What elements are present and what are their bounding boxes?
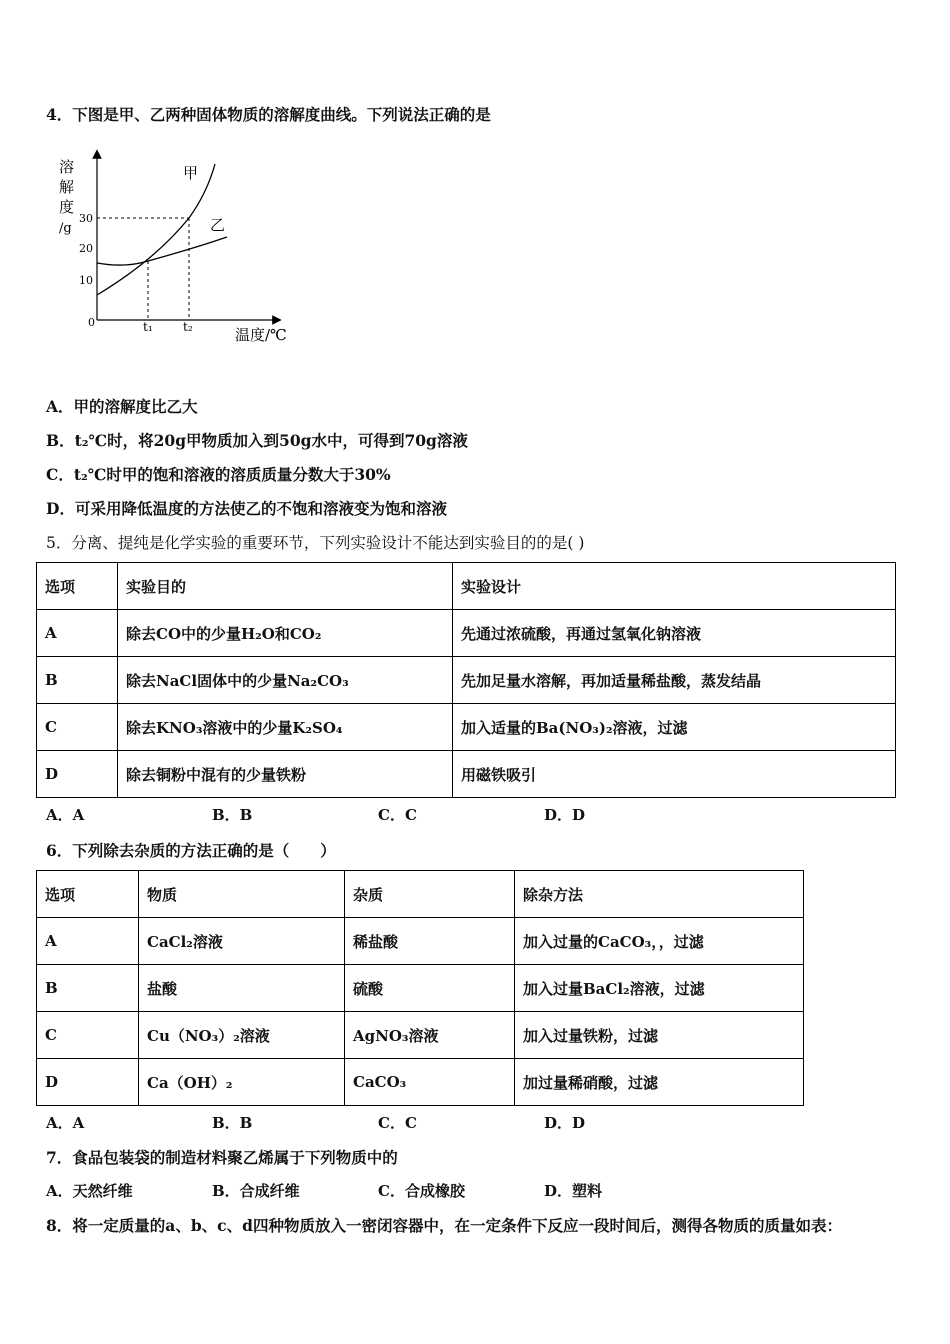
table-row bbox=[37, 1059, 804, 1106]
q7-answer-b: B．合成纤维 bbox=[212, 1182, 300, 1200]
q5-table bbox=[36, 562, 896, 798]
table-row bbox=[37, 704, 896, 751]
q5-answer-a: A．A bbox=[46, 806, 85, 824]
table-cell: 用磁铁吸引 bbox=[453, 751, 896, 798]
q4-option-a: A．甲的溶解度比乙大 bbox=[46, 397, 198, 416]
origin-label: 0 bbox=[88, 316, 95, 329]
table-cell: 加入过量铁粉，过滤 bbox=[515, 1012, 804, 1059]
table-cell: 除去KNO₃溶液中的少量K₂SO₄ bbox=[118, 704, 453, 751]
xlabel: 温度/℃ bbox=[235, 326, 287, 344]
table-cell: CaCO₃ bbox=[345, 1059, 515, 1106]
header-cell: 选项 bbox=[37, 563, 118, 610]
xtick-t1: t₁ bbox=[143, 320, 153, 334]
table-row bbox=[37, 965, 804, 1012]
table-cell: CaCl₂溶液 bbox=[139, 918, 345, 965]
table-cell: 除去CO中的少量H₂O和CO₂ bbox=[118, 610, 453, 657]
header-cell: 除杂方法 bbox=[515, 871, 804, 918]
q4-stem: 4．下图是甲、乙两种固体物质的溶解度曲线。下列说法正确的是 bbox=[46, 105, 491, 124]
table-cell: 先加足量水溶解，再加适量稀盐酸，蒸发结晶 bbox=[453, 657, 896, 704]
table-cell: D bbox=[37, 1059, 139, 1106]
series-label-jia: 甲 bbox=[183, 164, 199, 182]
q6-answer-c: C．C bbox=[378, 1114, 417, 1132]
table-cell: 除去铜粉中混有的少量铁粉 bbox=[118, 751, 453, 798]
q7-answer-c: C．合成橡胶 bbox=[378, 1182, 465, 1200]
table-header-row bbox=[37, 563, 896, 610]
table-cell: 加入过量的CaCO₃，，过滤 bbox=[515, 918, 804, 965]
table-cell: 加过量稀硝酸，过滤 bbox=[515, 1059, 804, 1106]
table-cell: C bbox=[37, 704, 118, 751]
q7-answer-a: A．天然纤维 bbox=[46, 1182, 133, 1200]
q7-answer-d: D．塑料 bbox=[544, 1182, 603, 1200]
series-label-yi: 乙 bbox=[210, 216, 226, 234]
ylabel-char-4: /g bbox=[59, 221, 72, 236]
header-cell: 选项 bbox=[37, 871, 139, 918]
ylabel-char-2: 解 bbox=[59, 178, 75, 196]
ytick-20: 20 bbox=[79, 242, 93, 255]
q7-answers bbox=[46, 1180, 602, 1201]
table-cell: AgNO₃溶液 bbox=[345, 1012, 515, 1059]
table-cell: 先通过浓硫酸，再通过氢氧化钠溶液 bbox=[453, 610, 896, 657]
q5-answers bbox=[46, 804, 585, 825]
table-row bbox=[37, 918, 804, 965]
table-row bbox=[37, 1012, 804, 1059]
table-cell: 盐酸 bbox=[139, 965, 345, 1012]
ytick-30: 30 bbox=[79, 212, 93, 225]
ytick-10: 10 bbox=[79, 274, 93, 287]
q6-answer-a: A．A bbox=[46, 1114, 85, 1132]
table-cell: Cu（NO₃）₂溶液 bbox=[139, 1012, 345, 1059]
table-cell: 加入过量BaCl₂溶液，过滤 bbox=[515, 965, 804, 1012]
ylabel-char-3: 度 bbox=[59, 198, 75, 216]
q7-stem: 7．食品包装袋的制造材料聚乙烯属于下列物质中的 bbox=[46, 1148, 398, 1167]
table-row bbox=[37, 610, 896, 657]
table-cell: D bbox=[37, 751, 118, 798]
header-cell: 物质 bbox=[139, 871, 345, 918]
q5-answer-c: C．C bbox=[378, 806, 417, 824]
header-cell: 实验设计 bbox=[453, 563, 896, 610]
table-cell: 加入适量的Ba(NO₃)₂溶液，过滤 bbox=[453, 704, 896, 751]
q6-table bbox=[36, 870, 804, 1106]
table-header-row bbox=[37, 871, 804, 918]
q4-option-c: C．t₂℃时甲的饱和溶液的溶质质量分数大于30% bbox=[46, 465, 391, 484]
xtick-t2: t₂ bbox=[183, 320, 193, 334]
header-cell: 杂质 bbox=[345, 871, 515, 918]
table-cell: 稀盐酸 bbox=[345, 918, 515, 965]
q6-answer-b: B．B bbox=[212, 1114, 253, 1132]
ylabel-char-1: 溶 bbox=[59, 158, 75, 176]
q6-stem: 6．下列除去杂质的方法正确的是（ ） bbox=[46, 841, 336, 860]
q4-option-d: D．可采用降低温度的方法使乙的不饱和溶液变为饱和溶液 bbox=[46, 499, 447, 518]
q5-answer-d: D．D bbox=[544, 806, 586, 824]
table-cell: A bbox=[37, 918, 139, 965]
q8-stem: 8．将一定质量的a、b、c、d四种物质放入一密闭容器中，在一定条件下反应一段时间后，测得各物质的质量如表： bbox=[46, 1216, 842, 1235]
table-cell: 硫酸 bbox=[345, 965, 515, 1012]
table-cell: B bbox=[37, 965, 139, 1012]
header-cell: 实验目的 bbox=[118, 563, 453, 610]
q5-answer-b: B．B bbox=[212, 806, 253, 824]
solubility-chart bbox=[55, 148, 300, 348]
table-cell: 除去NaCl固体中的少量Na₂CO₃ bbox=[118, 657, 453, 704]
q4-option-b: B．t₂℃时，将20g甲物质加入到50g水中，可得到70g溶液 bbox=[46, 431, 468, 450]
table-row bbox=[37, 657, 896, 704]
table-cell: C bbox=[37, 1012, 139, 1059]
table-cell: Ca（OH）₂ bbox=[139, 1059, 345, 1106]
table-row bbox=[37, 751, 896, 798]
q6-answers bbox=[46, 1112, 585, 1133]
curve-yi bbox=[97, 237, 227, 265]
curve-jia bbox=[97, 164, 215, 295]
q5-stem: 5．分离、提纯是化学实验的重要环节，下列实验设计不能达到实验目的的是( ) bbox=[46, 534, 585, 552]
table-cell: B bbox=[37, 657, 118, 704]
table-cell: A bbox=[37, 610, 118, 657]
q6-answer-d: D．D bbox=[544, 1114, 586, 1132]
